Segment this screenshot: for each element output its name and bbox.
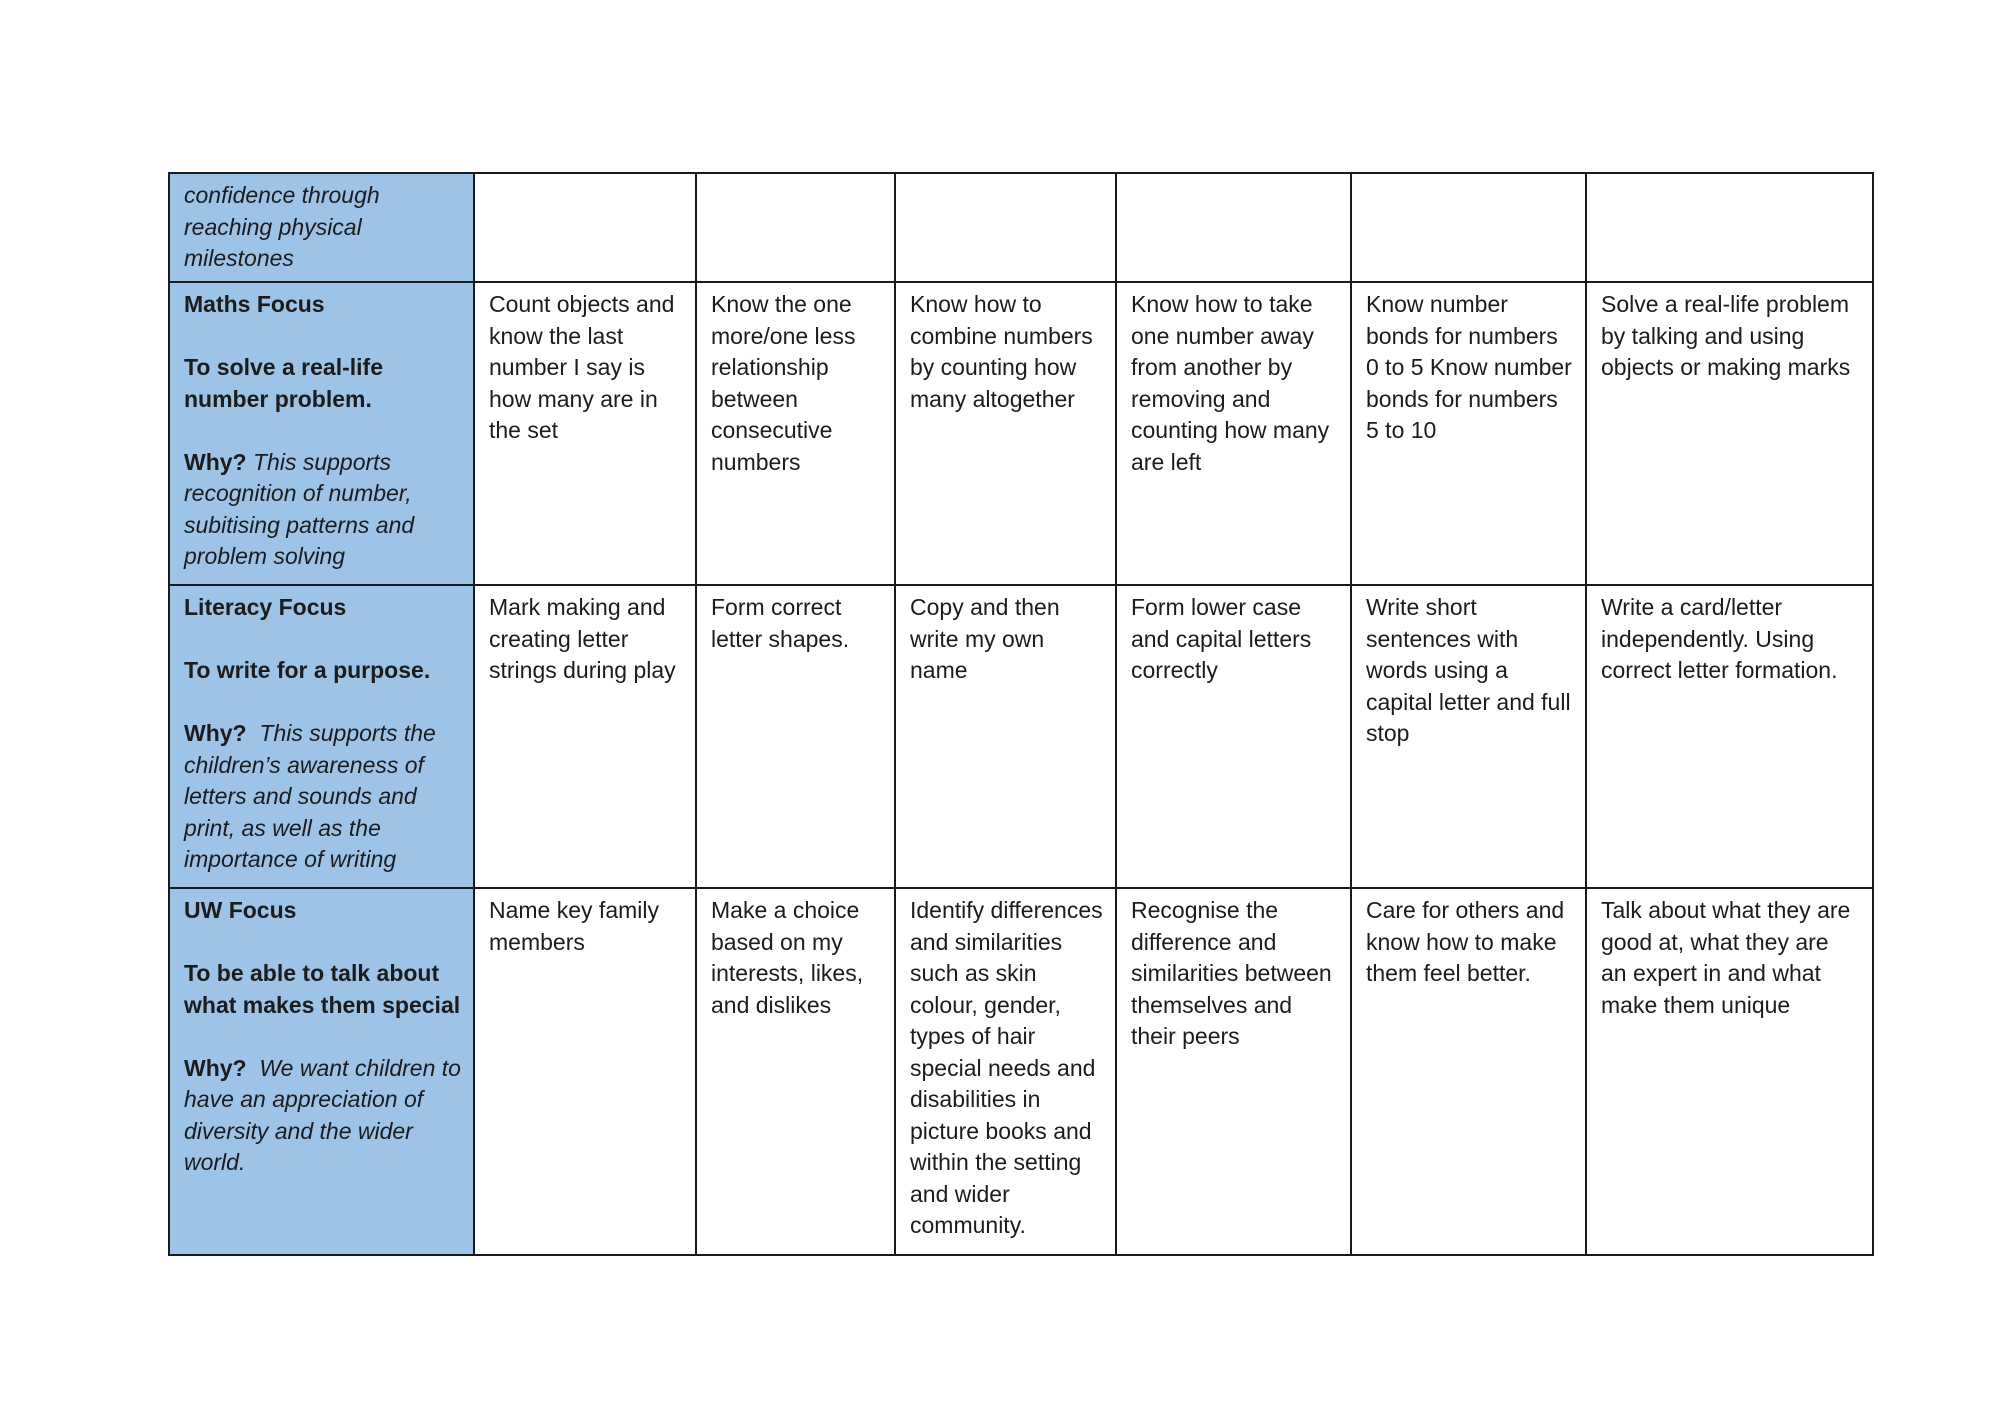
milestone-cell: Know how to combine numbers by counting how many altogether xyxy=(895,282,1116,585)
milestone-cell: Write a card/letter independently. Using correct letter formation. xyxy=(1586,585,1873,888)
focus-cell-intro xyxy=(169,173,474,282)
milestone-cell xyxy=(1351,173,1586,282)
milestone-cell: Know how to take one number away from another by removing and counting how many are left xyxy=(1116,282,1351,585)
milestone-cell: Copy and then write my own name xyxy=(895,585,1116,888)
curriculum-table xyxy=(168,172,1874,1256)
milestone-cell xyxy=(895,173,1116,282)
focus-paragraph xyxy=(184,180,461,275)
table-row-intro xyxy=(169,173,1873,282)
text-run: To write for a purpose. xyxy=(184,657,431,683)
text-run: confidence through reaching physical milestones xyxy=(184,182,387,271)
focus-paragraph xyxy=(184,415,461,447)
focus-paragraph xyxy=(184,1021,461,1053)
milestone-cell: Recognise the difference and similarities between themselves and their peers xyxy=(1116,888,1351,1255)
table-row-literacy xyxy=(169,585,1873,888)
text-run: Why? xyxy=(184,448,247,475)
milestone-cell: Write short sentences with words using a capital letter and full stop xyxy=(1351,585,1586,888)
milestone-cell: Identify differences and similarities such as skin colour, gender, types of hair special needs and disabilities in picture books and within the setting and wider community. xyxy=(895,888,1116,1255)
milestone-cell: Form lower case and capital letters correctly xyxy=(1116,585,1351,888)
milestone-cell: Count objects and know the last number I say is how many are in the set xyxy=(474,282,696,585)
focus-cell-maths xyxy=(169,282,474,585)
focus-paragraph xyxy=(184,687,461,719)
text-run: This supports recognition of number, subitising patterns and problem solving xyxy=(184,448,421,569)
text-run: To be able to talk about what makes them special xyxy=(184,960,461,1018)
text-run: Why? xyxy=(184,1054,247,1081)
focus-paragraph xyxy=(184,1053,468,1179)
milestone-cell: Care for others and know how to make them feel better. xyxy=(1351,888,1586,1255)
focus-paragraph xyxy=(184,958,461,1021)
milestone-cell: Solve a real-life problem by talking and using objects or making marks xyxy=(1586,282,1873,585)
milestone-cell: Know the one more/one less relationship between consecutive numbers xyxy=(696,282,895,585)
focus-paragraph xyxy=(184,895,461,927)
milestone-cell: Know number bonds for numbers 0 to 5 Know number bonds for numbers 5 to 10 xyxy=(1351,282,1586,585)
focus-cell-uw xyxy=(169,888,474,1255)
text-run: Why? xyxy=(184,720,247,746)
milestone-cell xyxy=(1116,173,1351,282)
text-run: Literacy Focus xyxy=(184,594,347,620)
milestone-cell xyxy=(696,173,895,282)
focus-paragraph xyxy=(184,655,461,687)
focus-paragraph xyxy=(184,718,461,876)
table-row-uw xyxy=(169,888,1873,1255)
focus-paragraph xyxy=(184,289,461,321)
focus-paragraph xyxy=(184,321,461,353)
milestone-cell xyxy=(474,173,696,282)
milestone-cell: Name key family members xyxy=(474,888,696,1255)
text-run: We want children to have an appreciation of diversity and the wider world. xyxy=(184,1054,468,1175)
text-run: This supports the children’s awareness of letters and sounds and print, as well as the importance of writing xyxy=(184,720,443,872)
milestone-cell: Form correct letter shapes. xyxy=(696,585,895,888)
focus-paragraph xyxy=(184,447,461,573)
focus-paragraph xyxy=(184,624,461,656)
focus-paragraph xyxy=(184,352,461,415)
milestone-cell xyxy=(1586,173,1873,282)
table-row-maths xyxy=(169,282,1873,585)
focus-paragraph xyxy=(184,927,461,959)
text-run: To solve a real-life number problem. xyxy=(184,354,390,412)
milestone-cell: Mark making and creating letter strings during play xyxy=(474,585,696,888)
text-run: Maths Focus xyxy=(184,291,325,317)
milestone-cell: Make a choice based on my interests, likes, and dislikes xyxy=(696,888,895,1255)
milestone-cell: Talk about what they are good at, what they are an expert in and what make them unique xyxy=(1586,888,1873,1255)
focus-paragraph xyxy=(184,592,461,624)
focus-cell-literacy xyxy=(169,585,474,888)
text-run: UW Focus xyxy=(184,897,297,923)
